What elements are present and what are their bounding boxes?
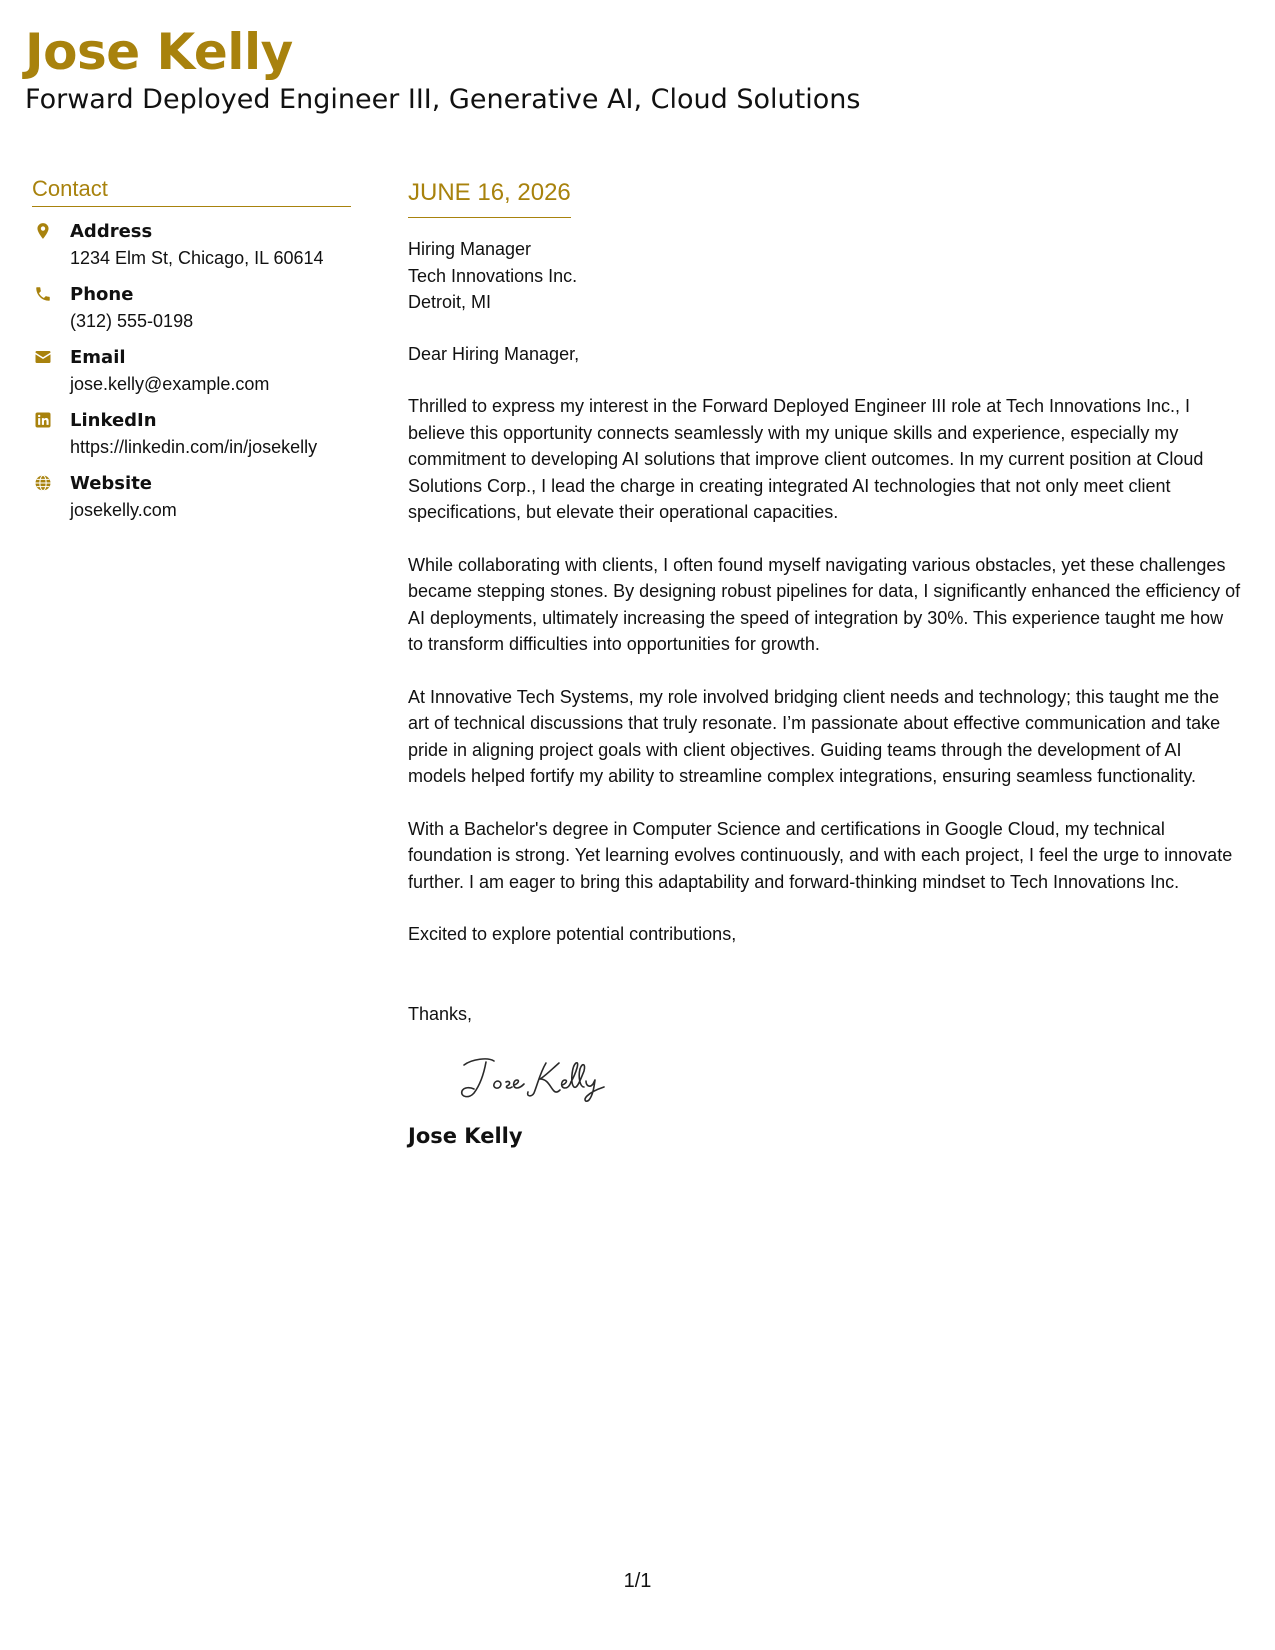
contact-item-linkedin xyxy=(32,408,351,471)
recipient-line: Hiring Manager xyxy=(408,239,532,259)
contact-label: Phone xyxy=(70,284,134,305)
cover-letter xyxy=(408,175,1243,1151)
email-value[interactable]: jose.kelly@example.com xyxy=(70,374,270,394)
website-value[interactable]: josekelly.com xyxy=(70,500,177,520)
globe-icon xyxy=(34,474,52,492)
recipient-line: Tech Innovations Inc. xyxy=(408,265,578,286)
recipient-line: Detroit, MI xyxy=(408,292,492,312)
contact-item-email xyxy=(32,345,351,408)
linkedin-icon xyxy=(34,411,52,429)
applicant-title: Forward Deployed Engineer III, Generative AI, Cloud Solutions xyxy=(25,84,861,115)
contact-label: Address xyxy=(70,221,153,242)
applicant-name: Jose Kelly xyxy=(25,23,293,81)
contact-item-website xyxy=(32,471,351,534)
recipient-block xyxy=(408,236,1243,316)
map-pin-icon xyxy=(34,222,52,240)
contact-label: LinkedIn xyxy=(70,410,157,431)
sign-off: Thanks, xyxy=(408,1003,473,1024)
signer-name: Jose Kelly xyxy=(408,1124,523,1148)
contact-sidebar xyxy=(32,174,351,534)
envelope-icon xyxy=(34,348,52,366)
body-paragraph: With a Bachelor's degree in Computer Science and certifications in Google Cloud, my technical foundation is strong. Yet learning evolves continuously, and with each project, I feel the urge to innovate further. I am eager to bring this adaptability and forward-thinking mindset to Tech Innovations Inc. xyxy=(408,818,1233,892)
body-paragraph: Thrilled to express my interest in the Forward Deployed Engineer III role at Tech Innovations Inc., I believe this opportunity connects seamlessly with my unique skills and experience, especially my commitment to developing AI solutions that improve client outcomes. In my current position at Cloud Solutions Corp., I lead the charge in creating integrated AI technologies that not only meet client specifications, but elevate their operational capacities. xyxy=(408,396,1204,522)
contact-label: Website xyxy=(70,473,153,494)
body-paragraph: While collaborating with clients, I often found myself navigating various obstacles, yet these challenges became stepping stones. By designing robust pipelines for data, I significantly enhanced the efficiency of AI deployments, ultimately increasing the speed of integration by 30%. This experience taught me how to transform difficulties into opportunities for growth. xyxy=(408,554,1241,654)
phone-value: (312) 555-0198 xyxy=(70,311,194,331)
closing-line: Excited to explore potential contributions, xyxy=(408,924,737,944)
contact-item-address xyxy=(32,219,351,282)
page-number: 1/1 xyxy=(623,1570,652,1592)
handwritten-signature xyxy=(454,1051,634,1105)
salutation: Dear Hiring Manager, xyxy=(408,343,580,364)
linkedin-value[interactable]: https://linkedin.com/in/josekelly xyxy=(70,437,318,457)
contact-heading: Contact xyxy=(32,174,351,207)
contact-item-phone xyxy=(32,282,351,345)
phone-icon xyxy=(34,285,52,303)
contact-label: Email xyxy=(70,347,126,368)
body-paragraph: At Innovative Tech Systems, my role involved bridging client needs and technology; this taught me the art of technical discussions that truly resonate. I’m passionate about effective communication and take pride in aligning project goals with client objectives. Guiding teams through the development of AI models helped fortify my ability to streamline complex integrations, ensuring seamless functionality. xyxy=(408,686,1221,786)
letter-date: JUNE 16, 2026 xyxy=(408,175,571,218)
address-value: 1234 Elm St, Chicago, IL 60614 xyxy=(70,248,324,268)
